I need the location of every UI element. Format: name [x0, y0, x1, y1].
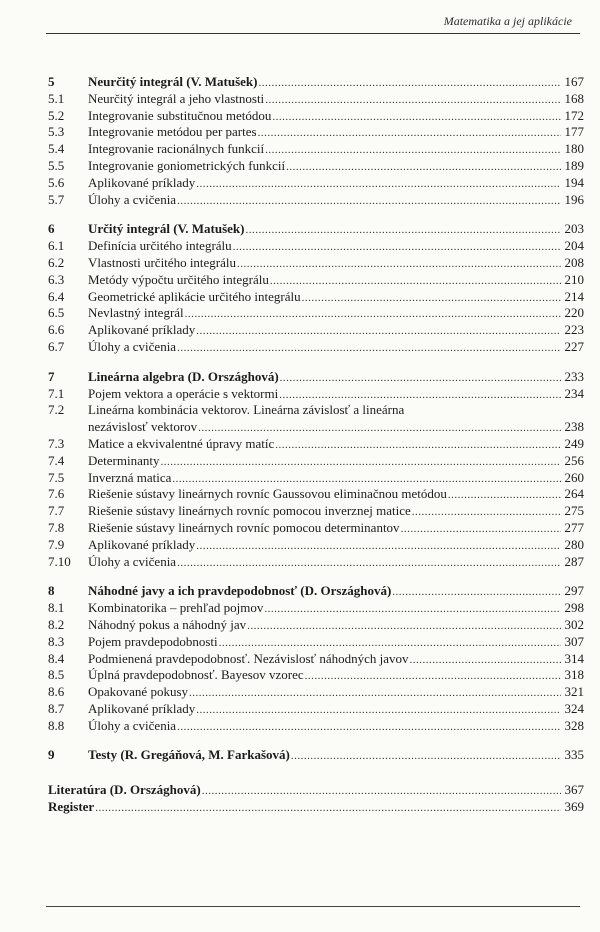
page-number: 177 — [564, 124, 584, 140]
dot-leader — [237, 256, 561, 273]
dot-leader — [280, 370, 561, 387]
chapter-heading[interactable] — [48, 74, 584, 91]
chapter-title: Lineárna algebra (D. Országhová) — [88, 368, 279, 384]
page-number: 168 — [564, 90, 584, 106]
dot-leader — [279, 387, 561, 404]
chapter-title: Neurčitý integrál (V. Matušek) — [88, 74, 258, 89]
page-number: 302 — [564, 616, 584, 632]
toc-entry[interactable] — [48, 141, 584, 158]
dot-leader — [245, 222, 561, 239]
section-title: Integrovanie substitučnou metódou — [88, 107, 272, 123]
toc-entry[interactable] — [48, 537, 584, 554]
page-number: 194 — [564, 174, 584, 190]
section-number: 5.2 — [48, 107, 65, 123]
toc-entry[interactable] — [48, 617, 584, 634]
section-number: 6.7 — [48, 338, 65, 354]
section-title: Pojem pravdepodobnosti — [88, 633, 218, 649]
section-number: 8.2 — [48, 616, 65, 632]
page-number: 180 — [564, 141, 584, 157]
backmatter-title: Literatúra (D. Országhová) — [48, 782, 201, 798]
dot-leader — [177, 719, 561, 736]
section-title: Riešenie sústavy lineárnych rovníc Gaussovou eliminačnou metódou — [88, 486, 447, 502]
section-title: Integrovanie racionálnych funkcií — [88, 141, 265, 157]
section-number: 6.2 — [48, 254, 65, 270]
section-number: 7.7 — [48, 503, 65, 519]
back-matter — [48, 782, 584, 816]
section-title: Riešenie sústavy lineárnych rovníc pomocou determinantov — [88, 519, 400, 535]
page-number: 223 — [564, 322, 584, 338]
dot-leader — [196, 323, 561, 340]
section-number: 8.5 — [48, 667, 65, 683]
dot-leader — [448, 487, 561, 504]
chapter-heading[interactable] — [48, 369, 584, 386]
section-number: 5.6 — [48, 174, 65, 190]
section-number: 6.6 — [48, 322, 65, 338]
page-number: 335 — [564, 747, 584, 763]
chapter-number: 9 — [48, 747, 55, 763]
page-number: 275 — [564, 503, 584, 519]
chapter-number: 8 — [48, 583, 55, 599]
section-title: Matice a ekvivalentné úpravy matíc — [88, 435, 275, 451]
toc-entry[interactable] — [48, 192, 584, 209]
toc-entry[interactable] — [48, 554, 584, 571]
toc-entry-literatura[interactable] — [48, 782, 584, 799]
toc-entry[interactable] — [48, 255, 584, 272]
dot-leader — [264, 601, 561, 618]
dot-leader — [198, 420, 561, 437]
chapter-8 — [48, 583, 584, 734]
toc-entry[interactable] — [48, 322, 584, 339]
chapter-number: 7 — [48, 368, 55, 384]
section-number: 8.7 — [48, 700, 65, 716]
toc-entry[interactable] — [48, 238, 584, 255]
page-number: 238 — [564, 419, 584, 435]
section-title: Geometrické aplikácie určitého integrálu — [88, 288, 301, 304]
toc-entry[interactable] — [48, 305, 584, 322]
dot-leader — [272, 109, 561, 126]
running-header: Matematika a jej aplikácie — [443, 14, 572, 28]
page-number: 297 — [564, 583, 584, 599]
table-of-contents — [48, 74, 584, 816]
toc-entry[interactable] — [48, 701, 584, 718]
page-number: 249 — [564, 435, 584, 451]
section-number: 8.8 — [48, 717, 65, 733]
page-number: 277 — [564, 519, 584, 535]
section-title: Aplikované príklady — [88, 174, 196, 190]
section-number: 7.8 — [48, 519, 65, 535]
toc-entry[interactable] — [48, 272, 584, 289]
toc-entry-register[interactable] — [48, 799, 584, 816]
section-title: Lineárna kombinácia vektorov. Lineárna závislosť a lineárna — [88, 402, 405, 418]
page-number: 264 — [564, 486, 584, 502]
page-number: 307 — [564, 633, 584, 649]
dot-leader — [196, 538, 561, 555]
toc-entry[interactable] — [48, 175, 584, 192]
page-number: 298 — [564, 600, 584, 616]
chapter-7 — [48, 369, 584, 571]
section-title: Pojem vektora a operácie s vektormi — [88, 385, 279, 401]
page-number: 204 — [564, 238, 584, 254]
toc-entry[interactable] — [48, 436, 584, 453]
dot-leader — [185, 306, 561, 323]
dot-leader — [196, 702, 561, 719]
dot-leader — [189, 685, 561, 702]
toc-entry[interactable] — [48, 453, 584, 470]
toc-entry[interactable] — [48, 718, 584, 735]
toc-entry[interactable] — [48, 402, 584, 419]
dot-leader — [392, 584, 561, 601]
section-title: Inverzná matica — [88, 469, 172, 485]
dot-leader — [275, 437, 561, 454]
dot-leader — [219, 635, 561, 652]
dot-leader — [401, 521, 561, 538]
chapter-5 — [48, 74, 584, 208]
dot-leader — [258, 125, 561, 142]
dot-leader — [177, 555, 561, 572]
dot-leader — [302, 290, 561, 307]
page-number: 280 — [564, 536, 584, 552]
section-title: Úlohy a cvičenia — [88, 191, 177, 207]
chapter-title: Určitý integrál (V. Matušek) — [88, 221, 245, 237]
page-number: 189 — [564, 157, 584, 173]
dot-leader — [258, 75, 561, 92]
section-number: 5.3 — [48, 124, 65, 140]
section-title: Opakované pokusy — [88, 684, 189, 700]
page-number: 256 — [564, 452, 584, 468]
dot-leader — [177, 340, 561, 357]
section-title: Integrovanie goniometrických funkcií — [88, 157, 286, 173]
toc-entry[interactable] — [48, 600, 584, 617]
dot-leader — [160, 454, 561, 471]
chapter-9 — [48, 747, 584, 764]
section-number: 7.9 — [48, 536, 65, 552]
section-title: Úlohy a cvičenia — [88, 338, 177, 354]
page-number: 367 — [564, 782, 584, 798]
dot-leader — [410, 652, 561, 669]
section-number: 7.5 — [48, 469, 65, 485]
toc-entry[interactable] — [48, 289, 584, 306]
dot-leader — [412, 504, 561, 521]
section-title: Vlastnosti určitého integrálu — [88, 254, 237, 270]
section-title-continued: nezávislosť vektorov — [88, 419, 198, 435]
section-title: Riešenie sústavy lineárnych rovníc pomocou inverznej matice — [88, 503, 411, 519]
page-number: 318 — [564, 667, 584, 683]
section-title: Úlohy a cvičenia — [88, 553, 177, 569]
page-number: 287 — [564, 553, 584, 569]
toc-entry[interactable] — [48, 124, 584, 141]
dot-leader — [233, 239, 561, 256]
section-title: Náhodný pokus a náhodný jav — [88, 616, 247, 632]
section-title: Kombinatorika – prehľad pojmov — [88, 600, 264, 616]
page-number: 227 — [564, 338, 584, 354]
page-number: 234 — [564, 385, 584, 401]
toc-entry[interactable] — [48, 108, 584, 125]
section-title: Podmienená pravdepodobnosť. Nezávislosť náhodných javov — [88, 650, 409, 666]
section-number: 5.5 — [48, 157, 65, 173]
toc-entry[interactable] — [48, 486, 584, 503]
section-number: 7.2 — [48, 402, 65, 418]
toc-entry-continuation[interactable] — [48, 419, 584, 436]
section-number: 6.4 — [48, 288, 65, 304]
page-number: 214 — [564, 288, 584, 304]
page-number: 203 — [564, 221, 584, 237]
dot-leader — [172, 471, 561, 488]
section-number: 5.4 — [48, 141, 65, 157]
section-number: 7.1 — [48, 385, 65, 401]
page-number: 167 — [564, 74, 584, 89]
footer-rule — [46, 906, 580, 907]
chapter-title: Testy (R. Gregáňová, M. Farkašová) — [88, 747, 290, 763]
page-number: 208 — [564, 254, 584, 270]
chapter-number: 6 — [48, 221, 55, 237]
page-number: 328 — [564, 717, 584, 733]
section-number: 7.10 — [48, 553, 71, 569]
page-number: 324 — [564, 700, 584, 716]
toc-entry[interactable] — [48, 339, 584, 356]
section-title: Úplná pravdepodobnosť. Bayesov vzorec — [88, 667, 304, 683]
toc-entry[interactable] — [48, 634, 584, 651]
toc-entry[interactable] — [48, 158, 584, 175]
dot-leader — [95, 800, 561, 817]
section-number: 5.1 — [48, 90, 65, 106]
toc-entry[interactable] — [48, 503, 584, 520]
section-number: 8.6 — [48, 684, 65, 700]
section-number: 6.3 — [48, 271, 65, 287]
toc-entry[interactable] — [48, 520, 584, 537]
dot-leader — [265, 92, 561, 109]
section-title: Úlohy a cvičenia — [88, 717, 177, 733]
dot-leader — [265, 142, 561, 159]
section-number: 8.4 — [48, 650, 65, 666]
header-rule — [46, 33, 580, 34]
chapter-title: Náhodné javy a ich pravdepodobnosť (D. Országhová) — [88, 583, 392, 599]
section-number: 7.3 — [48, 435, 65, 451]
page-number: 233 — [564, 368, 584, 384]
section-number: 7.4 — [48, 452, 65, 468]
dot-leader — [196, 176, 561, 193]
section-title: Nevlastný integrál — [88, 305, 184, 321]
toc-entry[interactable] — [48, 470, 584, 487]
backmatter-title: Register — [48, 799, 95, 815]
dot-leader — [177, 193, 561, 210]
chapter-6 — [48, 221, 584, 355]
page-number: 260 — [564, 469, 584, 485]
chapter-number: 5 — [48, 74, 55, 89]
page-number: 220 — [564, 305, 584, 321]
section-number: 7.6 — [48, 486, 65, 502]
section-number: 5.7 — [48, 191, 65, 207]
chapter-heading[interactable] — [48, 221, 584, 238]
section-title: Integrovanie metódou per partes — [88, 124, 257, 140]
toc-entry[interactable] — [48, 651, 584, 668]
page-number: 369 — [564, 799, 584, 815]
section-title: Neurčitý integrál a jeho vlastnosti — [88, 90, 265, 106]
toc-entry[interactable] — [48, 91, 584, 108]
page-number: 210 — [564, 271, 584, 287]
section-title: Metódy výpočtu určitého integrálu — [88, 271, 269, 287]
dot-leader — [202, 783, 561, 800]
dot-leader — [305, 668, 561, 685]
toc-entry[interactable] — [48, 684, 584, 701]
toc-entry[interactable] — [48, 667, 584, 684]
page-number: 321 — [564, 684, 584, 700]
dot-leader — [286, 159, 561, 176]
section-title: Aplikované príklady — [88, 536, 196, 552]
section-title: Aplikované príklady — [88, 322, 196, 338]
dot-leader — [291, 748, 561, 765]
section-title: Definícia určitého integrálu — [88, 238, 232, 254]
section-number: 8.3 — [48, 633, 65, 649]
chapter-heading[interactable] — [48, 747, 584, 764]
section-number: 6.1 — [48, 238, 65, 254]
section-number: 6.5 — [48, 305, 65, 321]
toc-entry[interactable] — [48, 386, 584, 403]
dot-leader — [270, 273, 561, 290]
section-title: Determinanty — [88, 452, 160, 468]
chapter-heading[interactable] — [48, 583, 584, 600]
page-number: 196 — [564, 191, 584, 207]
page-number: 172 — [564, 107, 584, 123]
page-number: 314 — [564, 650, 584, 666]
section-title: Aplikované príklady — [88, 700, 196, 716]
section-number: 8.1 — [48, 600, 65, 616]
dot-leader — [247, 618, 561, 635]
